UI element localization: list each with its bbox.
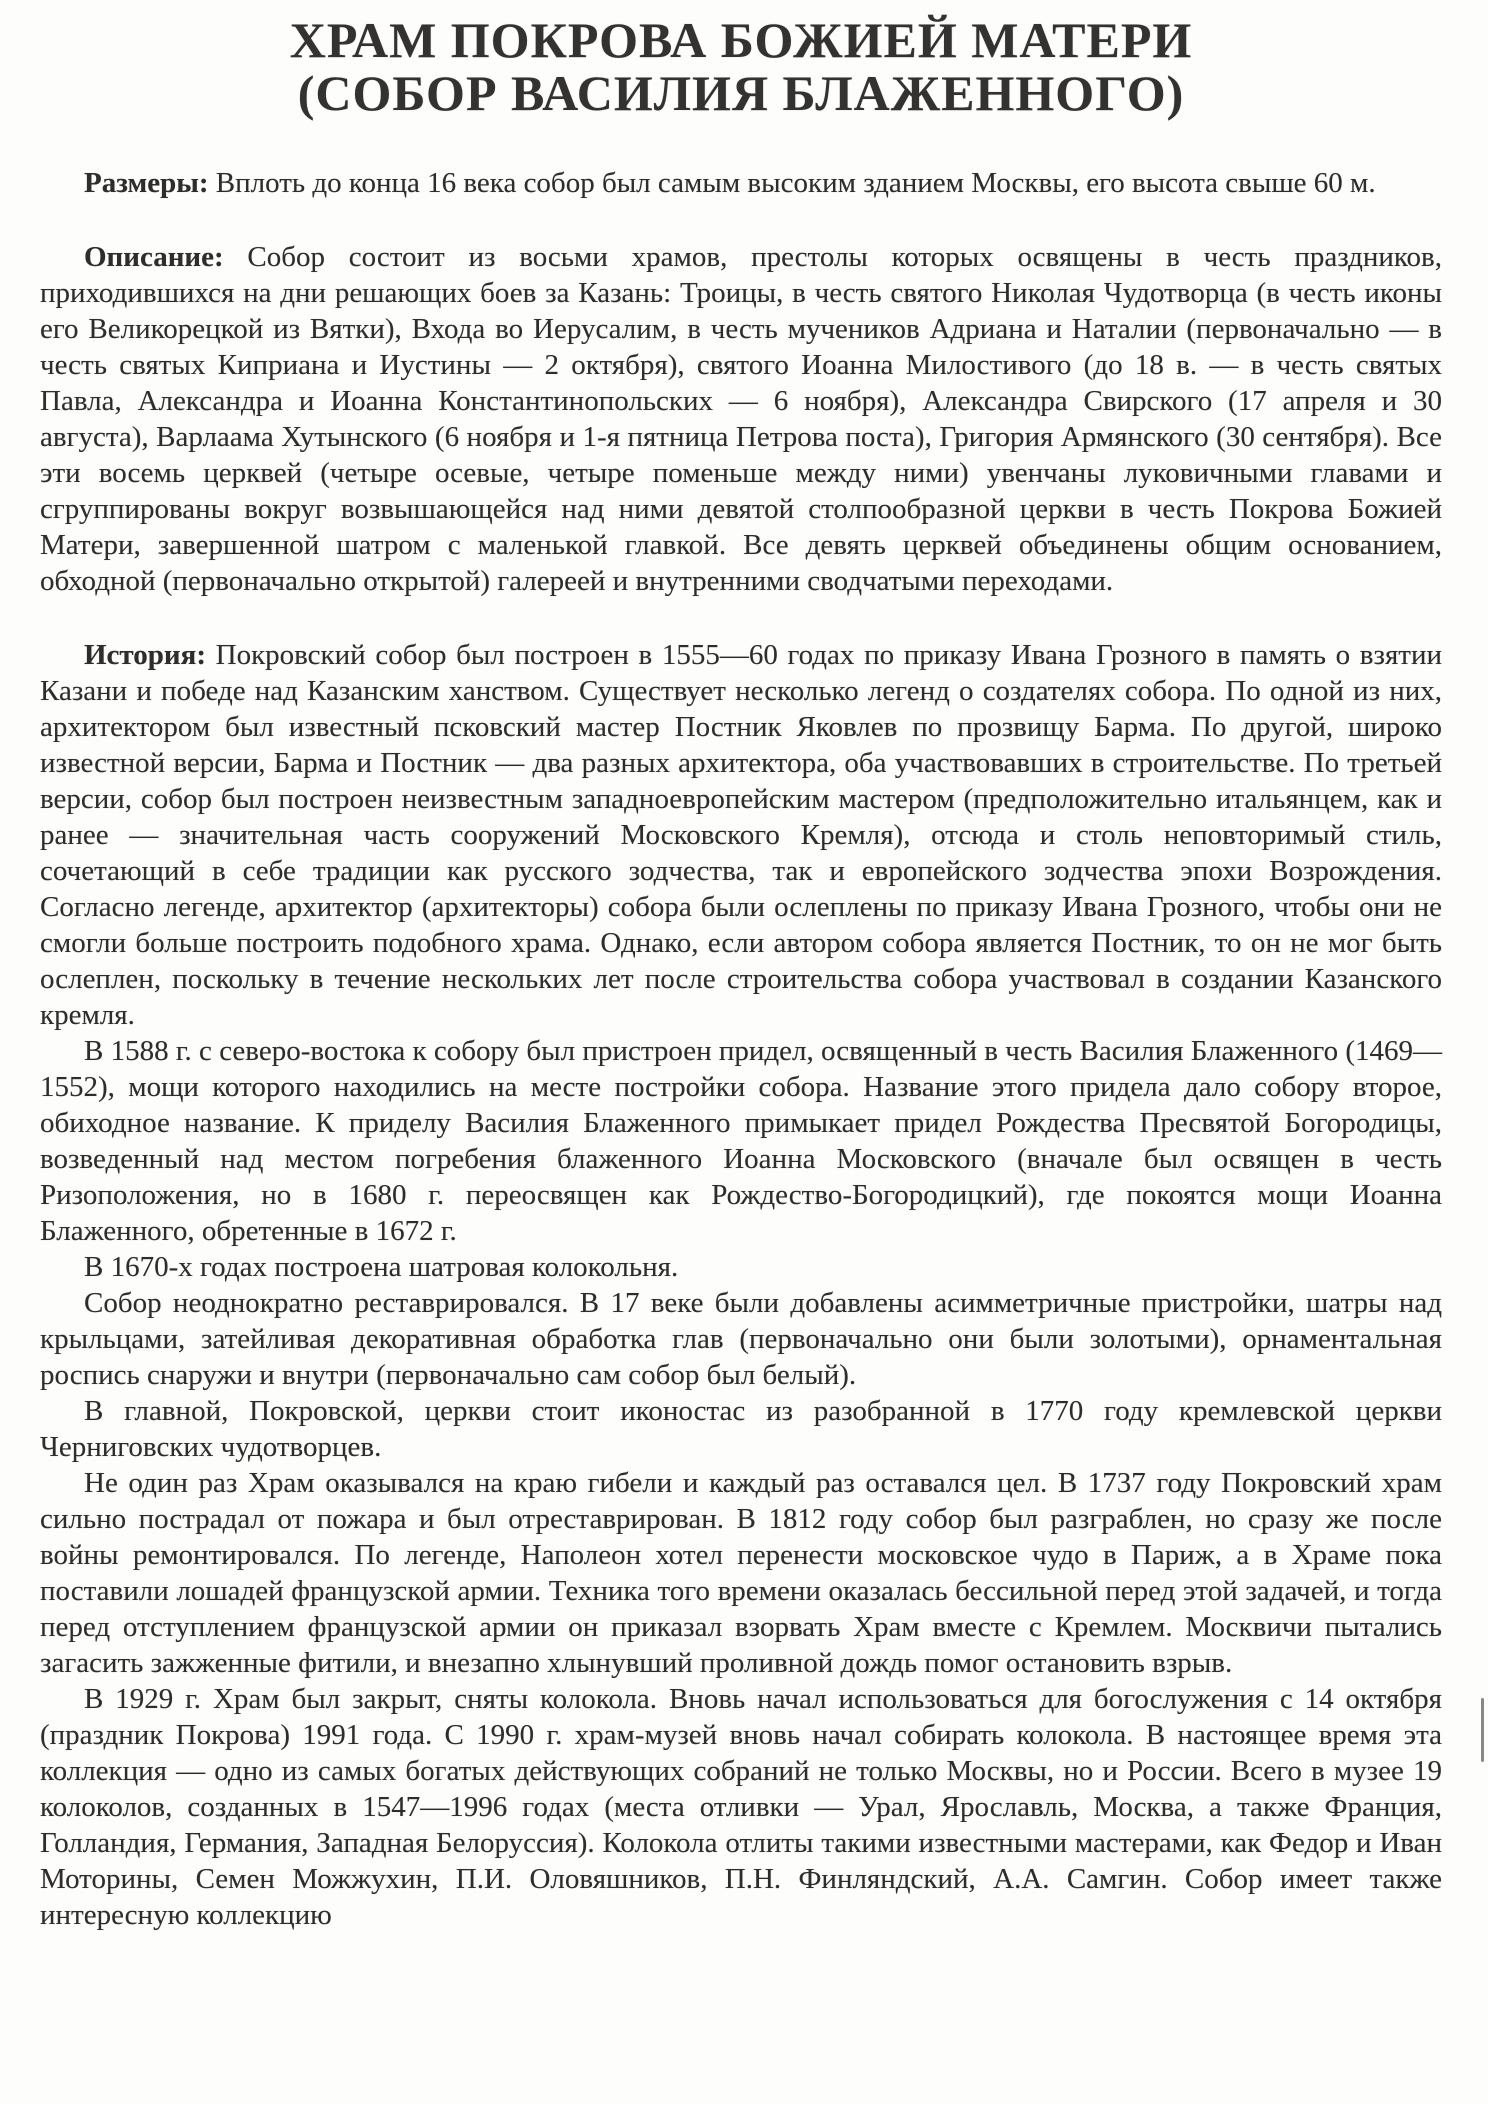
paragraph-bells-collection (40, 1681, 1442, 1933)
document-body (40, 165, 1442, 1933)
paragraph-survival-history (40, 1465, 1442, 1681)
paragraph-belltower-1670 (40, 1249, 1442, 1285)
paragraph-description (40, 239, 1442, 599)
paragraph-text: Не один раз Храм оказывался на краю гибели и каждый раз оставался цел. В 1737 году Покровский храм сильно пострадал от пожара и был отреставрирован. В 1812 году собор был разграблен, но сразу же после войны ремонтировался. По легенде, Наполеон хотел перенести московское чудо в Париж, а в Храме пока поставили лошадей французской армии. Техника того времени оказалась бессильной перед этой задачей, и тогда перед отступлением французской армии он приказал взорвать Храм вместе с Кремлем. Москвичи пытались загасить зажженные фитили, и внезапно хлынувший проливной дождь помог остановить взрыв. (40, 1467, 1442, 1679)
paragraph-iconostasis (40, 1393, 1442, 1465)
paragraph-text: В 1670-х годах построена шатровая колокольня. (84, 1251, 679, 1283)
paragraph-text: Покровский собор был построен в 1555—60 годах по приказу Ивана Грозного в память о взятии Казани и победе над Казанским ханством. Существует несколько легенд о создателях собора. По одной из них, архитектором был известный псковский мастер Постник Яковлев по прозвищу Барма. По другой, широко известной версии, Барма и Постник — два разных архитектора, оба участвовавших в строительстве. По третьей версии, собор был построен неизвестным западноевропейским мастером (предположительно итальянцем, как и ранее — значительная часть сооружений Московского Кремля), отсюда и столь неповторимый стиль, сочетающий в себе традиции как русского зодчества, так и европейского зодчества эпохи Возрождения. Согласно легенде, архитектор (архитекторы) собора были ослеплены по приказу Ивана Грозного, чтобы они не смогли больше построить подобного храма. Однако, если автором собора является Постник, то он не мог быть ослеплен, поскольку в течение нескольких лет после строительства собора участвовал в создании Казанского кремля. (40, 639, 1442, 1031)
paragraph-history (40, 637, 1442, 1033)
paragraph-text: В 1929 г. Храм был закрыт, сняты колокола. Вновь начал использоваться для богослужения с 14 октября (праздник Покрова) 1991 года. С 1990 г. храм-музей вновь начал собирать колокола. В настоящее время эта коллекция — одно из самых богатых действующих собраний не только Москвы, но и России. Всего в музее 19 колоколов, созданных в 1547—1996 годах (места отливки — Урал, Ярославль, Москва, а также Франция, Голландия, Германия, Западная Белоруссия). Колокола отлиты такими известными мастерами, как Федор и Иван Моторины, Семен Можжухин, П.И. Оловяшников, П.Н. Финляндский, А.А. Самгин. Собор имеет также интересную коллекцию (40, 1683, 1442, 1931)
paragraph-text: В 1588 г. с северо-востока к собору был пристроен придел, освященный в честь Василия Блаженного (1469—1552), мощи которого находились на месте постройки собора. Название этого придела дало собору второе, обиходное название. К приделу Василия Блаженного примыкает придел Рождества Пресвятой Богородицы, возведенный над местом погребения блаженного Иоанна Московского (вначале был освящен в честь Ризоположения, но в 1680 г. переосвящен как Рождество-Богородицкий), где покоятся мощи Иоанна Блаженного, обретенные в 1672 г. (40, 1035, 1442, 1247)
page-title (40, 14, 1442, 119)
page-title-line-1: ХРАМ ПОКРОВА БОЖИЕЙ МАТЕРИ (289, 12, 1193, 68)
paragraph-dimensions (40, 165, 1442, 201)
page-title-line-2: (СОБОР ВАСИЛИЯ БЛАЖЕННОГО) (297, 64, 1185, 121)
scan-artifact (1481, 1698, 1484, 1762)
paragraph-text: Вплоть до конца 16 века собор был самым высоким зданием Москвы, его высота свыше 60 м. (215, 167, 1376, 199)
paragraph-chapel-1588 (40, 1033, 1442, 1249)
paragraph-text: В главной, Покровской, церкви стоит иконостас из разобранной в 1770 году кремлевской церкви Черниговских чудотворцев. (40, 1395, 1442, 1463)
paragraph-lead: История: (84, 639, 216, 671)
paragraph-text: Собор состоит из восьми храмов, престолы которых освящены в честь праздников, приходившихся на дни решающих боев за Казань: Троицы, в честь святого Николая Чудотворца (в честь иконы его Великорецкой из Вятки), Входа во Иерусалим, в честь мучеников Адриана и Наталии (первоначально — в честь святых Киприана и Иустины — 2 октября), святого Иоанна Милостивого (до 18 в. — в честь святых Павла, Александра и Иоанна Константинопольских — 6 ноября), Александра Свирского (17 апреля и 30 августа), Варлаама Хутынского (6 ноября и 1-я пятница Петрова поста), Григория Армянского (30 сентября). Все эти восемь церквей (четыре осевые, четыре поменьше между ними) увенчаны луковичными главами и сгруппированы вокруг возвышающейся над ними девятой столпообразной церкви в честь Покрова Божией Матери, завершенной шатром с маленькой главкой. Все девять церквей объединены общим основанием, обходной (первоначально открытой) галереей и внутренними сводчатыми переходами. (40, 241, 1442, 597)
paragraph-lead: Размеры: (84, 167, 216, 199)
paragraph-text: Собор неоднократно реставрировался. В 17 веке были добавлены асимметричные пристройки, шатры над крыльцами, затейливая декоративная обработка глав (первоначально они были золотыми), орнаментальная роспись снаружи и внутри (первоначально сам собор был белый). (40, 1287, 1442, 1391)
paragraph-restorations (40, 1285, 1442, 1393)
paragraph-lead: Описание: (84, 241, 248, 273)
